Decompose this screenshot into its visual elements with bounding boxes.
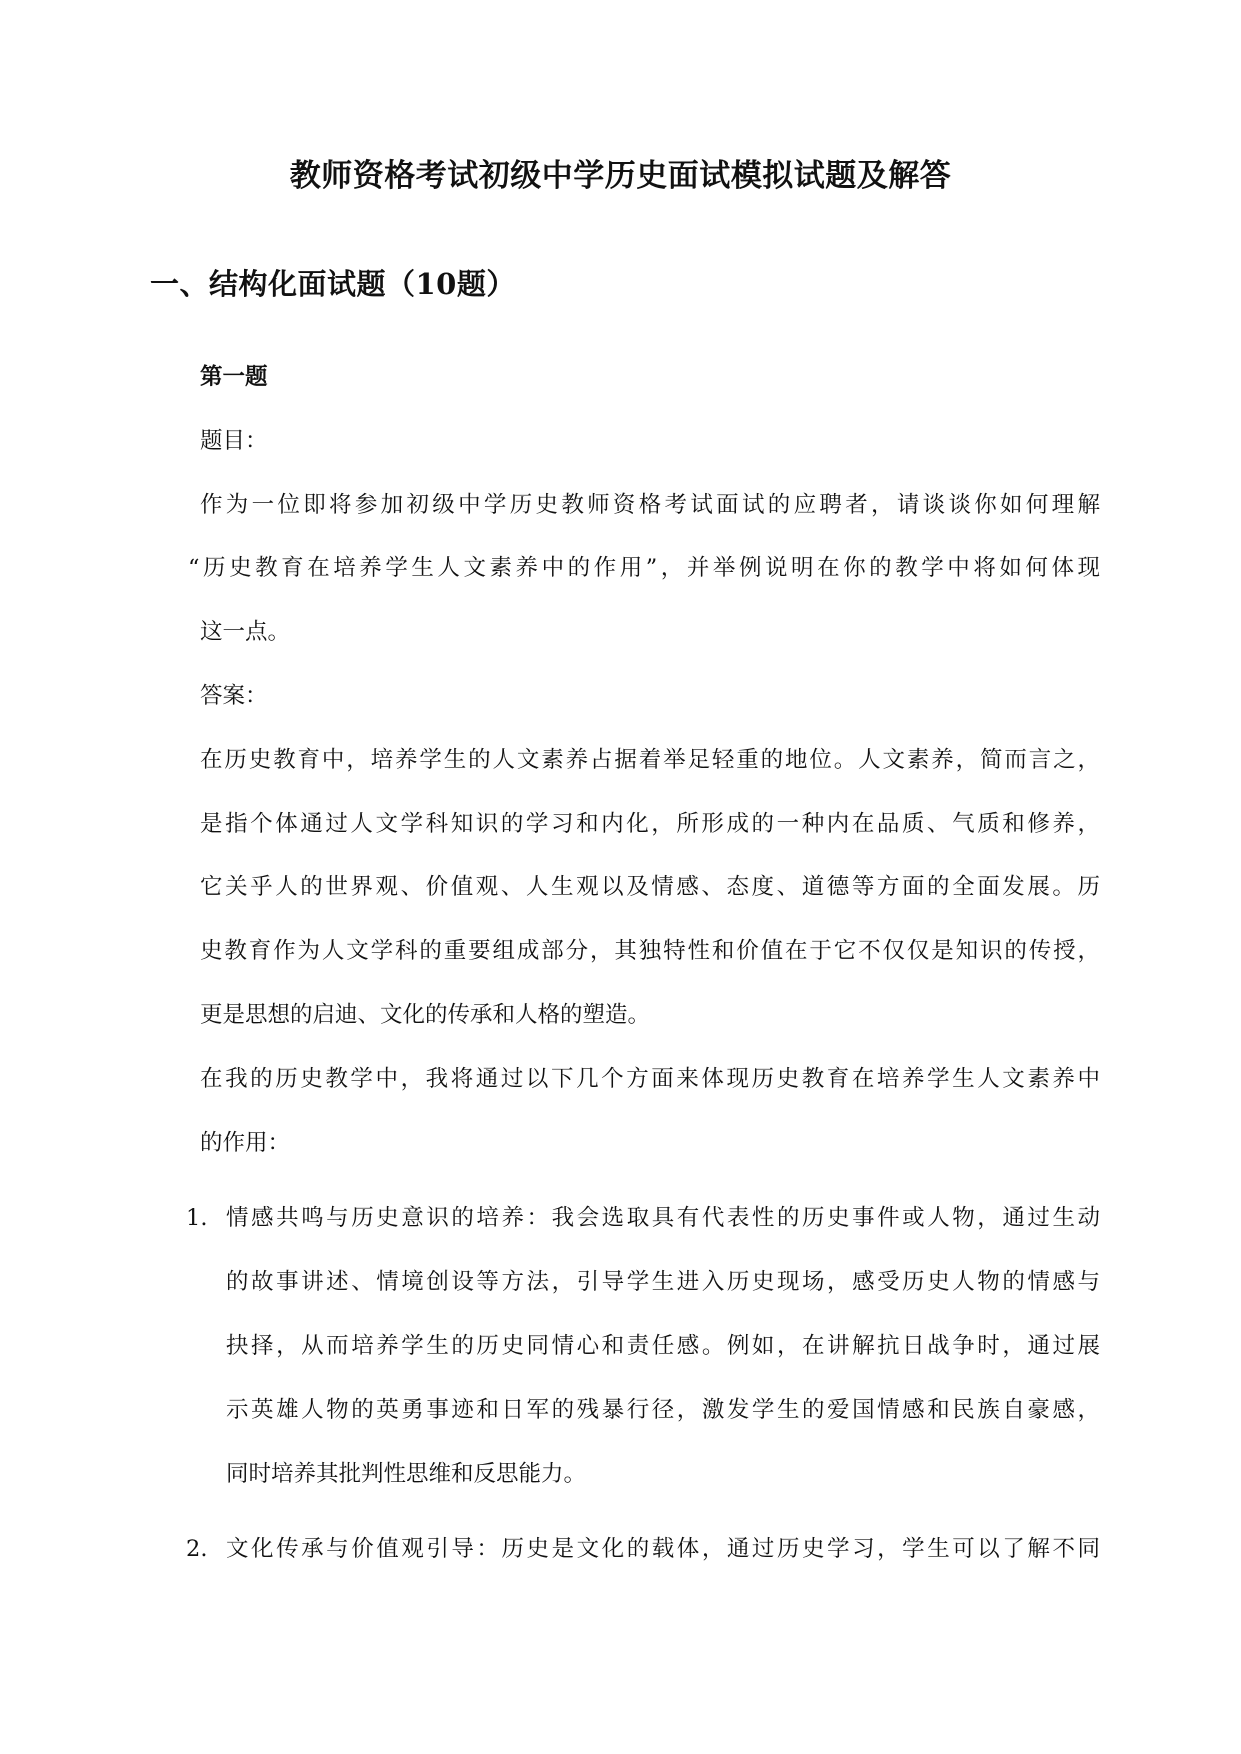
answer-label: 答案： [200,682,268,709]
prompt-line: 作为一位即将参加初级中学历史教师资格考试面试的应聘者，请谈谈你如何理解 [200,491,1100,518]
list-item-line: 抉择，从而培养学生的历史同情心和责任感。例如，在讲解抗日战争时，通过展 [226,1332,1100,1359]
list-item-line: 的故事讲述、情境创设等方法，引导学生进入历史现场，感受历史人物的情感与 [226,1269,1100,1296]
list-item [186,1518,1100,1582]
answer-line: 是指个体通过人文学科知识的学习和内化，所形成的一种内在品质、气质和修养， [200,810,1100,837]
answer-line: 在历史教育中，培养学生的人文素养占据着举足轻重的地位。人文素养，简而言之， [200,746,1100,773]
list-item-line: 同时培养其批判性思维和反思能力。 [226,1460,587,1487]
list-item-line: 示英雄人物的英勇事迹和日军的残暴行径，激发学生的爱国情感和民族自豪感， [226,1396,1100,1423]
question-title: 第一题 [200,364,268,390]
section-heading: 一、结构化面试题（10题） [150,267,516,301]
list-item [186,1187,1100,1506]
list-item-line: 文化传承与价值观引导：历史是文化的载体，通过历史学习，学生可以了解不同 [226,1536,1100,1563]
answer-line: 史教育作为人文学科的重要组成部分，其独特性和价值在于它不仅仅是知识的传授， [200,938,1100,965]
list-item-number: 2. [186,1536,208,1563]
answer-paragraph-2 [200,1048,1100,1176]
answer-line: 更是思想的启迪、文化的传承和人格的塑造。 [200,1001,651,1028]
answer-line: 在我的历史教学中，我将通过以下几个方面来体现历史教育在培养学生人文素养中 [200,1065,1100,1092]
prompt-line: “历史教育在培养学生人文素养中的作用”，并举例说明在你的教学中将如何体现 [188,555,1100,582]
question-content [186,346,1100,1582]
answer-line: 的作用： [200,1129,291,1156]
list-item-line: 情感共鸣与历史意识的培养：我会选取具有代表性的历史事件或人物，通过生动 [226,1205,1100,1232]
answer-points-list [186,1187,1100,1582]
prompt-label: 题目： [200,427,268,454]
document-title: 教师资格考试初级中学历史面试模拟试题及解答 [289,158,952,194]
answer-line: 它关乎人的世界观、价值观、人生观以及情感、态度、道德等方面的全面发展。历 [200,874,1100,901]
list-item-number: 1. [186,1205,208,1232]
prompt-line: 这一点。 [200,619,291,646]
answer-paragraph-1 [200,729,1100,1048]
prompt-text [188,474,1100,665]
